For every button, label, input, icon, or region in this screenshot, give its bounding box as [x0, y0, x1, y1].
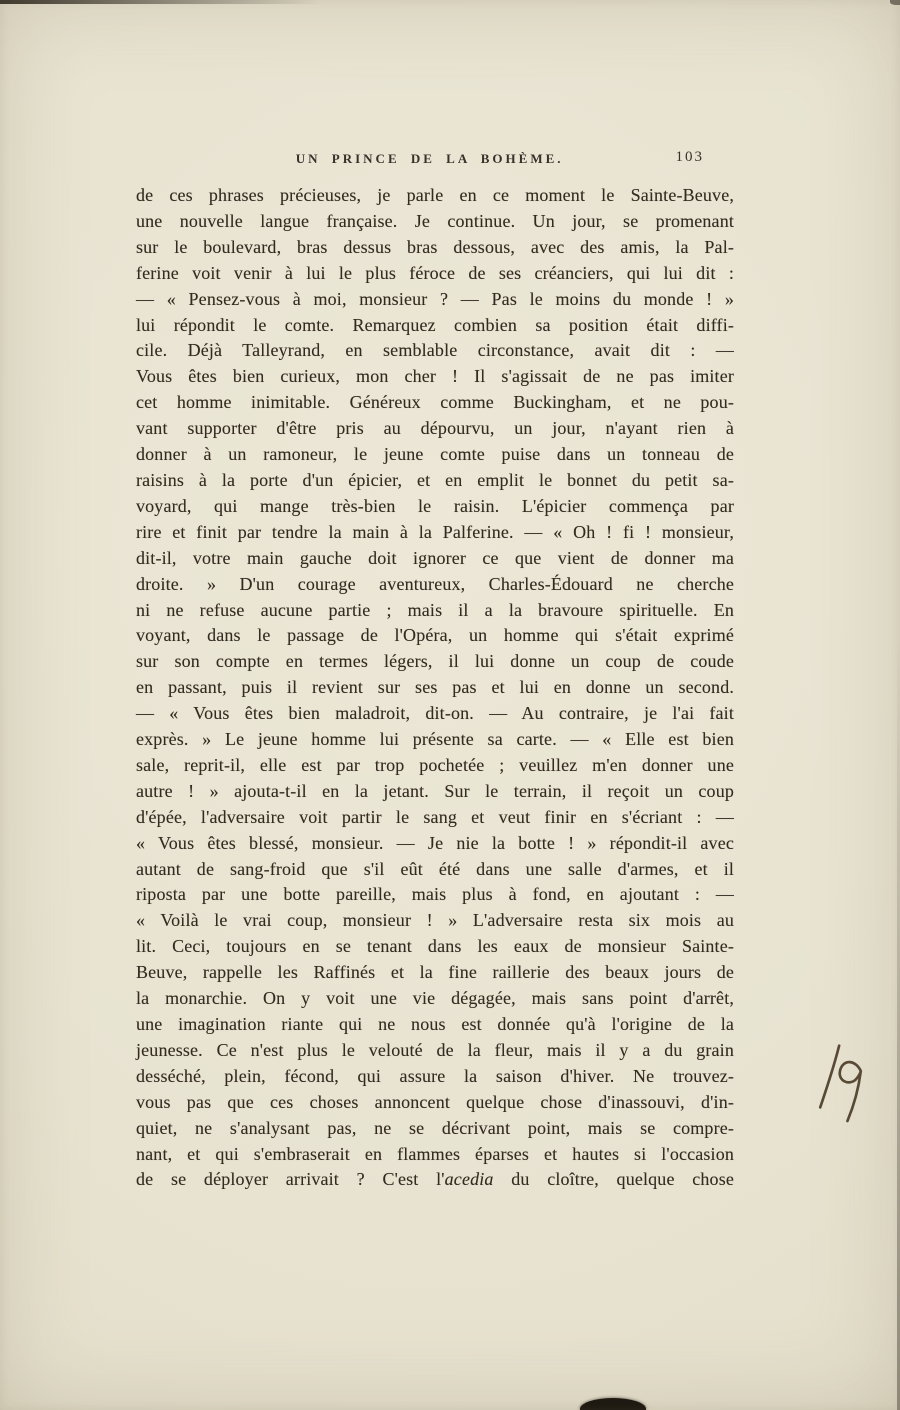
text-line: jeunesse. Ce n'est plus le velouté de la fleur, mais il y a du grain [136, 1039, 734, 1060]
text-line: autre ! » ajouta-t-il en la jetant. Sur le terrain, il reçoit un coup [136, 780, 734, 801]
text-line: « Voilà le vrai coup, monsieur ! » L'adversaire resta six mois au [136, 910, 734, 931]
text-line: Vous êtes bien curieux, mon cher ! Il s'agissait de ne pas imiter [136, 366, 734, 387]
text-line: la monarchie. On y voit une vie dégagée, mais sans point d'arrêt, [136, 988, 734, 1009]
text-line: en passant, puis il revient sur ses pas et lui en donne un second. [136, 677, 734, 698]
text-line: sur le boulevard, bras dessus bras dessous, avec des amis, la Pal- [136, 236, 734, 257]
text-line: une nouvelle langue française. Je continue. Un jour, se promenant [136, 210, 734, 231]
handwritten-margin-mark [810, 1035, 872, 1127]
text-line: cet homme inimitable. Généreux comme Buckingham, et ne pou- [136, 392, 734, 413]
text-line: riposta par une botte pareille, mais plus à fond, en ajoutant : — [136, 884, 734, 905]
text-line: sale, reprit-il, elle est par trop pochetée ; veuillez m'en donner une [136, 754, 734, 775]
text-line: lui répondit le comte. Remarquez combien sa position était diffi- [136, 314, 734, 335]
text-line: raisins à la porte d'un épicier, et en emplit le bonnet du petit sa- [136, 469, 734, 490]
text-line: — « Pensez-vous à moi, monsieur ? — Pas le moins du monde ! » [136, 288, 734, 309]
text-line: quiet, ne s'analysant pas, ne se décrivant point, mais se compre- [136, 1117, 734, 1138]
text-line: cile. Déjà Talleyrand, en semblable circonstance, avait dit : — [136, 340, 734, 361]
text-line: de ces phrases précieuses, je parle en ce moment le Sainte-Beuve, [136, 185, 734, 205]
running-header [136, 151, 734, 173]
text-line: exprès. » Le jeune homme lui présente sa carte. — « Elle est bien [136, 729, 734, 750]
text-line: donner à un ramoneur, le jeune comte puise dans un tonneau de [136, 444, 734, 465]
text-line: Beuve, rappelle les Raffinés et la fine raillerie des beaux jours de [136, 962, 734, 983]
text-line: une imagination riante qui ne nous est donnée qu'à l'origine de la [136, 1014, 734, 1034]
page-text [136, 183, 734, 1193]
scan-edge-artifact-top [0, 0, 320, 4]
page-number: 103 [675, 149, 704, 165]
text-line: lit. Ceci, toujours en se tenant dans les eaux de monsieur Sainte- [136, 936, 734, 957]
scan-edge-artifact-top-right [890, 0, 900, 5]
text-line: ni ne refuse aucune partie ; mais il a la bravoure spirituelle. En [136, 599, 734, 620]
text-line: nant, et qui s'embraserait en flammes éparses et hautes si l'occasion [136, 1143, 734, 1164]
text-line: voyard, qui mange très-bien le raisin. L'épicier commença par [136, 495, 734, 516]
text-line: — « Vous êtes bien maladroit, dit-on. — Au contraire, je l'ai fait [136, 703, 734, 724]
text-line: « Vous êtes blessé, monsieur. — Je nie la botte ! » répondit-il avec [136, 832, 734, 853]
text-line: rire et finit par tendre la main à la Palferine. — « Oh ! fi ! monsieur, [136, 521, 734, 542]
text-line: de se déployer arrivait ? C'est l'acedia du cloître, quelque chose [136, 1169, 734, 1190]
text-line: d'épée, l'adversaire voit partir le sang et veut finir en s'écriant : — [136, 806, 734, 827]
text-line: desséché, plein, fécond, qui assure la saison d'hiver. Ne trouvez- [136, 1065, 734, 1086]
text-line: ferine voit venir à lui le plus féroce de ses créanciers, qui lui dit : [136, 262, 734, 283]
text-line: vant supporter d'être pris au dépourvu, un jour, n'ayant rien à [136, 418, 734, 439]
text-line: autant de sang-froid que s'il eût été dans une salle d'armes, et il [136, 858, 734, 879]
running-title: UN PRINCE DE LA BOHÈME. [295, 151, 564, 166]
text-line: dit-il, votre main gauche doit ignorer ce que vient de donner ma [136, 547, 734, 568]
text-line: vous pas que ces choses annoncent quelque chose d'inassouvi, d'in- [136, 1091, 734, 1112]
text-line: sur son compte en termes légers, il lui donne un coup de coude [136, 651, 734, 672]
text-line: droite. » D'un courage aventureux, Charles-Édouard ne cherche [136, 573, 734, 594]
scan-smudge-bottom [580, 1398, 646, 1410]
text-line: voyant, dans le passage de l'Opéra, un homme qui s'était exprimé [136, 625, 734, 646]
